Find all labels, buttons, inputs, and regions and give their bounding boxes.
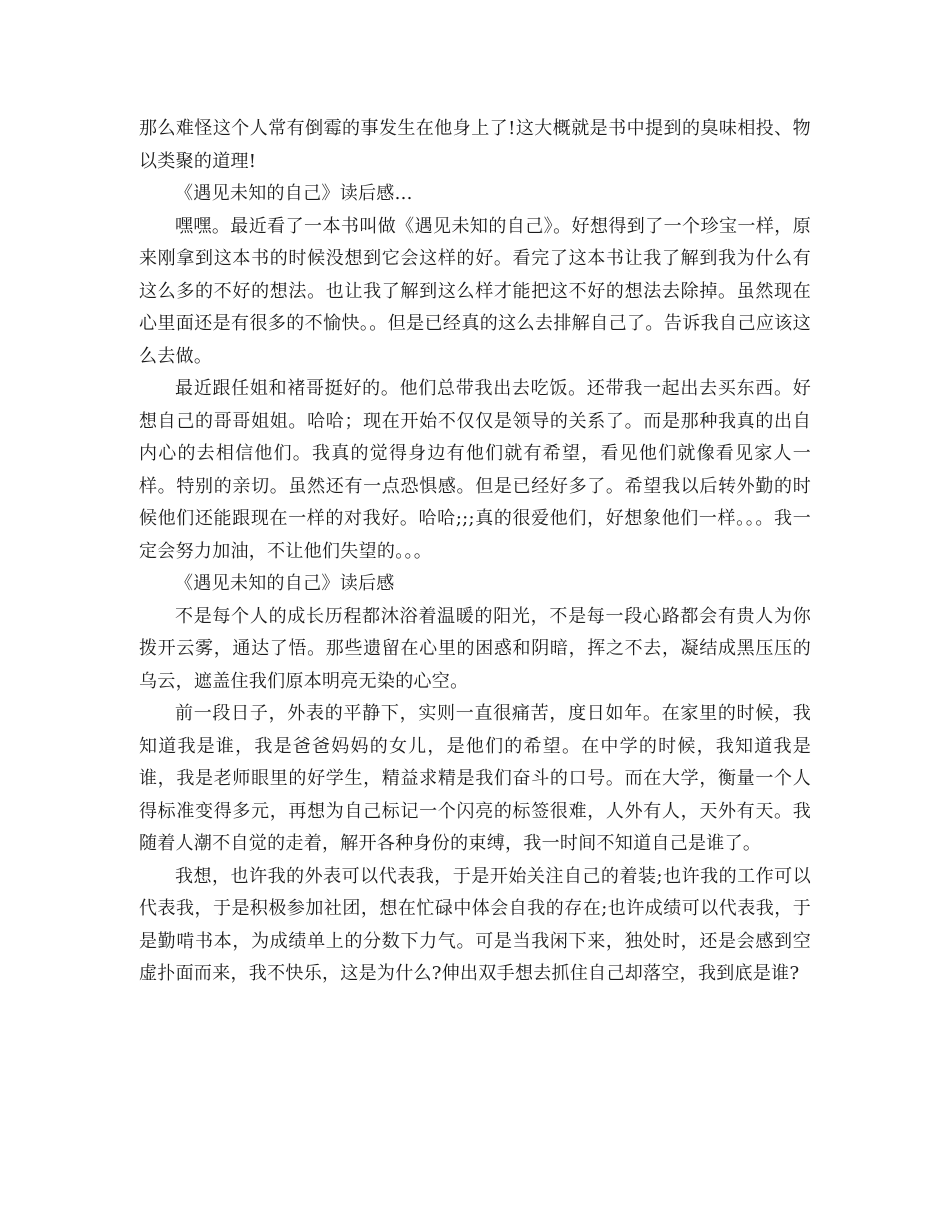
paragraph: 我想，也许我的外表可以代表我，于是开始关注自己的着装;也许我的工作可以代表我，于是积极参加社团，想在忙碌中体会自我的存在;也许成绩可以代表我，于是勤啃书本，为成绩单上的分数下力气。可是当我闲下来，独处时，还是会感到空虚扑面而来，我不快乐，这是为什么?伸出双手想去抓住自己却落空，我到底是谁? bbox=[139, 865, 811, 984]
section-title: 《遇见未知的自己》读后感 bbox=[175, 573, 395, 594]
document-page bbox=[139, 113, 811, 991]
paragraph: 嘿嘿。最近看了一本书叫做《遇见未知的自己》。好想得到了一个珍宝一样，原来刚拿到这本书的时候没想到它会这样的好。看完了这本书让我了解到我为什么有这么多的不好的想法。也让我了解到这么样才能把这不好的想法去除掉。虽然现在心里面还是有很多的不愉快。。但是已经真的这么去排解自己了。告诉我自己应该这么去做。 bbox=[139, 215, 811, 367]
paragraph: 前一段日子，外表的平静下，实则一直很痛苦，度日如年。在家里的时候，我知道我是谁，我是爸爸妈妈的女儿，是他们的希望。在中学的时候，我知道我是谁，我是老师眼里的好学生，精益求精是我们奋斗的口号。而在大学，衡量一个人得标准变得多元，再想为自己标记一个闪亮的标签很难，人外有人，天外有天。我随着人潮不自觉的走着，解开各种身份的束缚，我一时间不知道自己是谁了。 bbox=[139, 703, 811, 854]
paragraph: 最近跟任姐和褚哥挺好的。他们总带我出去吃饭。还带我一起出去买东西。好想自己的哥哥姐姐。哈哈；现在开始不仅仅是领导的关系了。而是那种我真的出自内心的去相信他们。我真的觉得身边有他们就有希望，看见他们就像看见家人一样。特别的亲切。虽然还有一点恐惧感。但是已经好多了。希望我以后转外勤的时候他们还能跟现在一样的对我好。哈哈;;;真的很爱他们，好想象他们一样。。。我一定会努力加油，不让他们失望的。。。 bbox=[139, 378, 811, 562]
paragraph: 不是每个人的成长历程都沐浴着温暖的阳光，不是每一段心路都会有贵人为你拨开云雾，通达了悟。那些遗留在心里的困惑和阴暗，挥之不去，凝结成黑压压的乌云，遮盖住我们原本明亮无染的心空。 bbox=[139, 605, 811, 692]
paragraph-continued: 那么难怪这个人常有倒霉的事发生在他身上了!这大概就是书中提到的臭味相投、物以类聚的道理! bbox=[139, 118, 811, 172]
section-title: 《遇见未知的自己》读后感... bbox=[175, 183, 413, 204]
